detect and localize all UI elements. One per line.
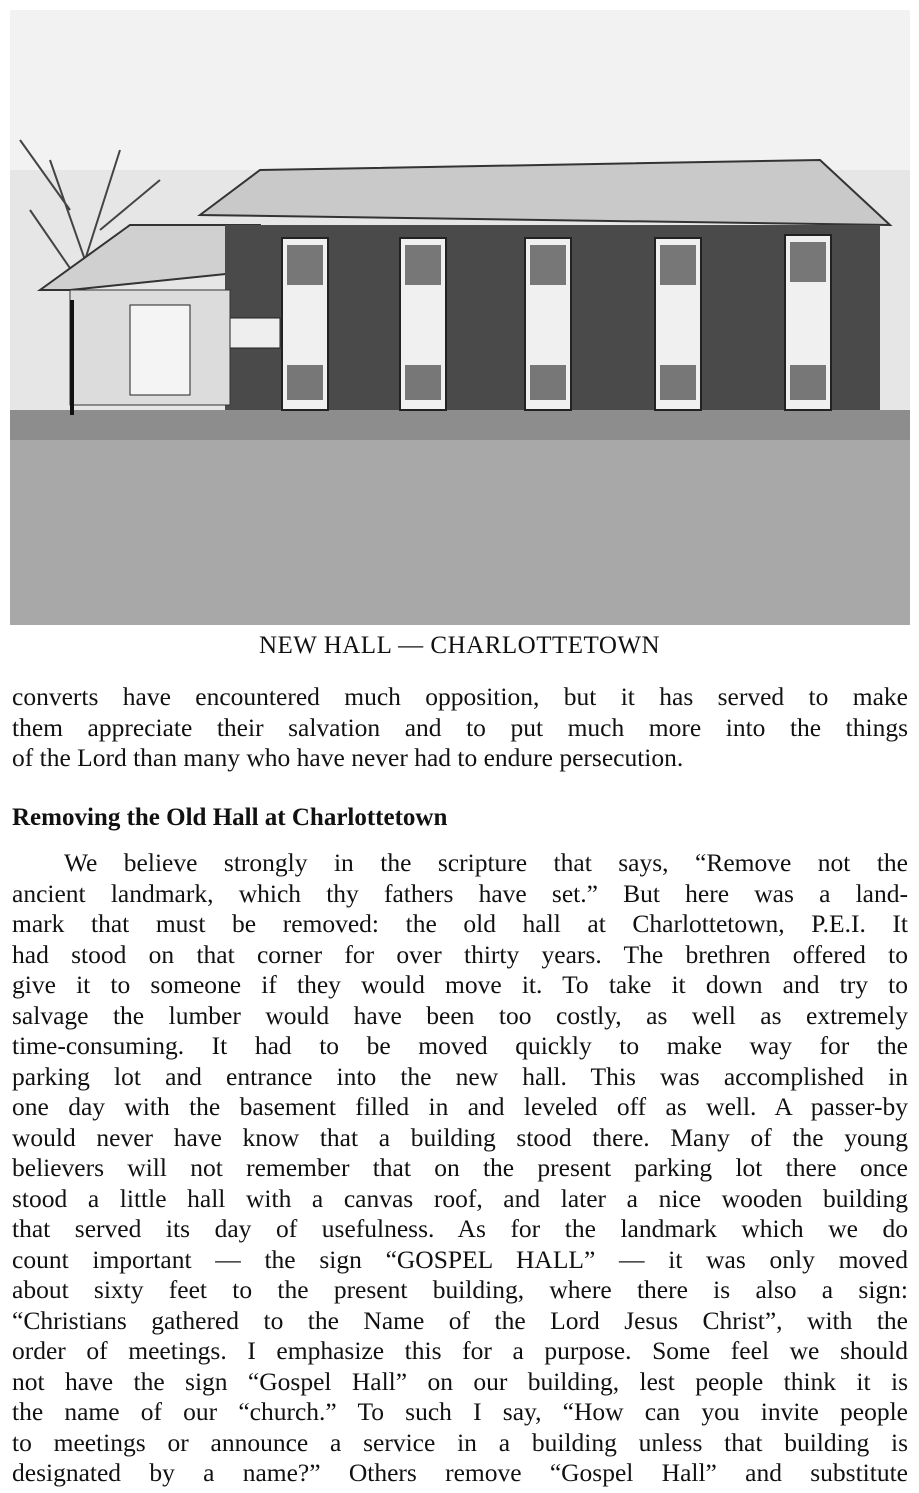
text-line: time-consuming. It had to be moved quickly to make way for the [12, 1031, 908, 1060]
text-line: that served its day of usefulness. As for the landmark which we do [12, 1214, 908, 1243]
text-line: parking lot and entrance into the new hall. This was accomplished in [12, 1061, 908, 1091]
text-line: order of meetings. I emphasize this for a purpose. Some feel we should [12, 1336, 908, 1365]
text-line: believers will not remember that on the present parking lot there once [12, 1153, 908, 1182]
text-line: mark that must be removed: the old hall at Charlottetown, P.E.I. It [12, 909, 908, 938]
text-line: “Christians gathered to the Name of the Lord Jesus Christ”, with the [12, 1305, 908, 1335]
text-line: to meetings or announce a service in a building unless that building is [12, 1427, 908, 1457]
section-heading: Removing the Old Hall at Charlottetown [12, 804, 448, 831]
text-line: had stood on that corner for over thirty years. The brethren offered to [12, 939, 908, 969]
text-line: give it to someone if they would move it. To take it down and try to [12, 970, 908, 999]
section-paragraph [12, 848, 908, 1489]
text-line: about sixty feet to the present building, where there is also a sign: [12, 1275, 908, 1304]
text-line: would never have know that a building stood there. Many of the young [12, 1122, 908, 1152]
text-line: them appreciate their salvation and to put much more into the things [12, 712, 908, 742]
text-line: salvage the lumber would have been too costly, as well as extremely [12, 1000, 908, 1030]
text-line: the name of our “church.” To such I say, “How can you invite people [12, 1397, 908, 1426]
text-line: We believe strongly in the scripture that says, “Remove not the [64, 848, 908, 877]
photo-caption: NEW HALL — CHARLOTTETOWN [258, 632, 661, 659]
text-line: not have the sign “Gospel Hall” on our building, lest people think it is [12, 1366, 908, 1396]
text-line: one day with the basement filled in and leveled off as well. A passer-by [12, 1092, 908, 1121]
text-line: stood a little hall with a canvas roof, and later a nice wooden building [12, 1183, 908, 1213]
text-line: designated by a name?” Others remove “Gospel Hall” and substitute [12, 1458, 908, 1487]
text-line: of the Lord than many who have never had to endure persecution. [12, 743, 684, 772]
text-line: converts have encountered much opposition, but it has served to make [12, 682, 908, 711]
text-line: ancient landmark, which thy fathers have set.” But here was a land- [12, 878, 908, 908]
hall-photo [10, 10, 910, 625]
text-line: count important — the sign “GOSPEL HALL” — it was only moved [12, 1244, 908, 1274]
intro-paragraph [12, 682, 908, 774]
